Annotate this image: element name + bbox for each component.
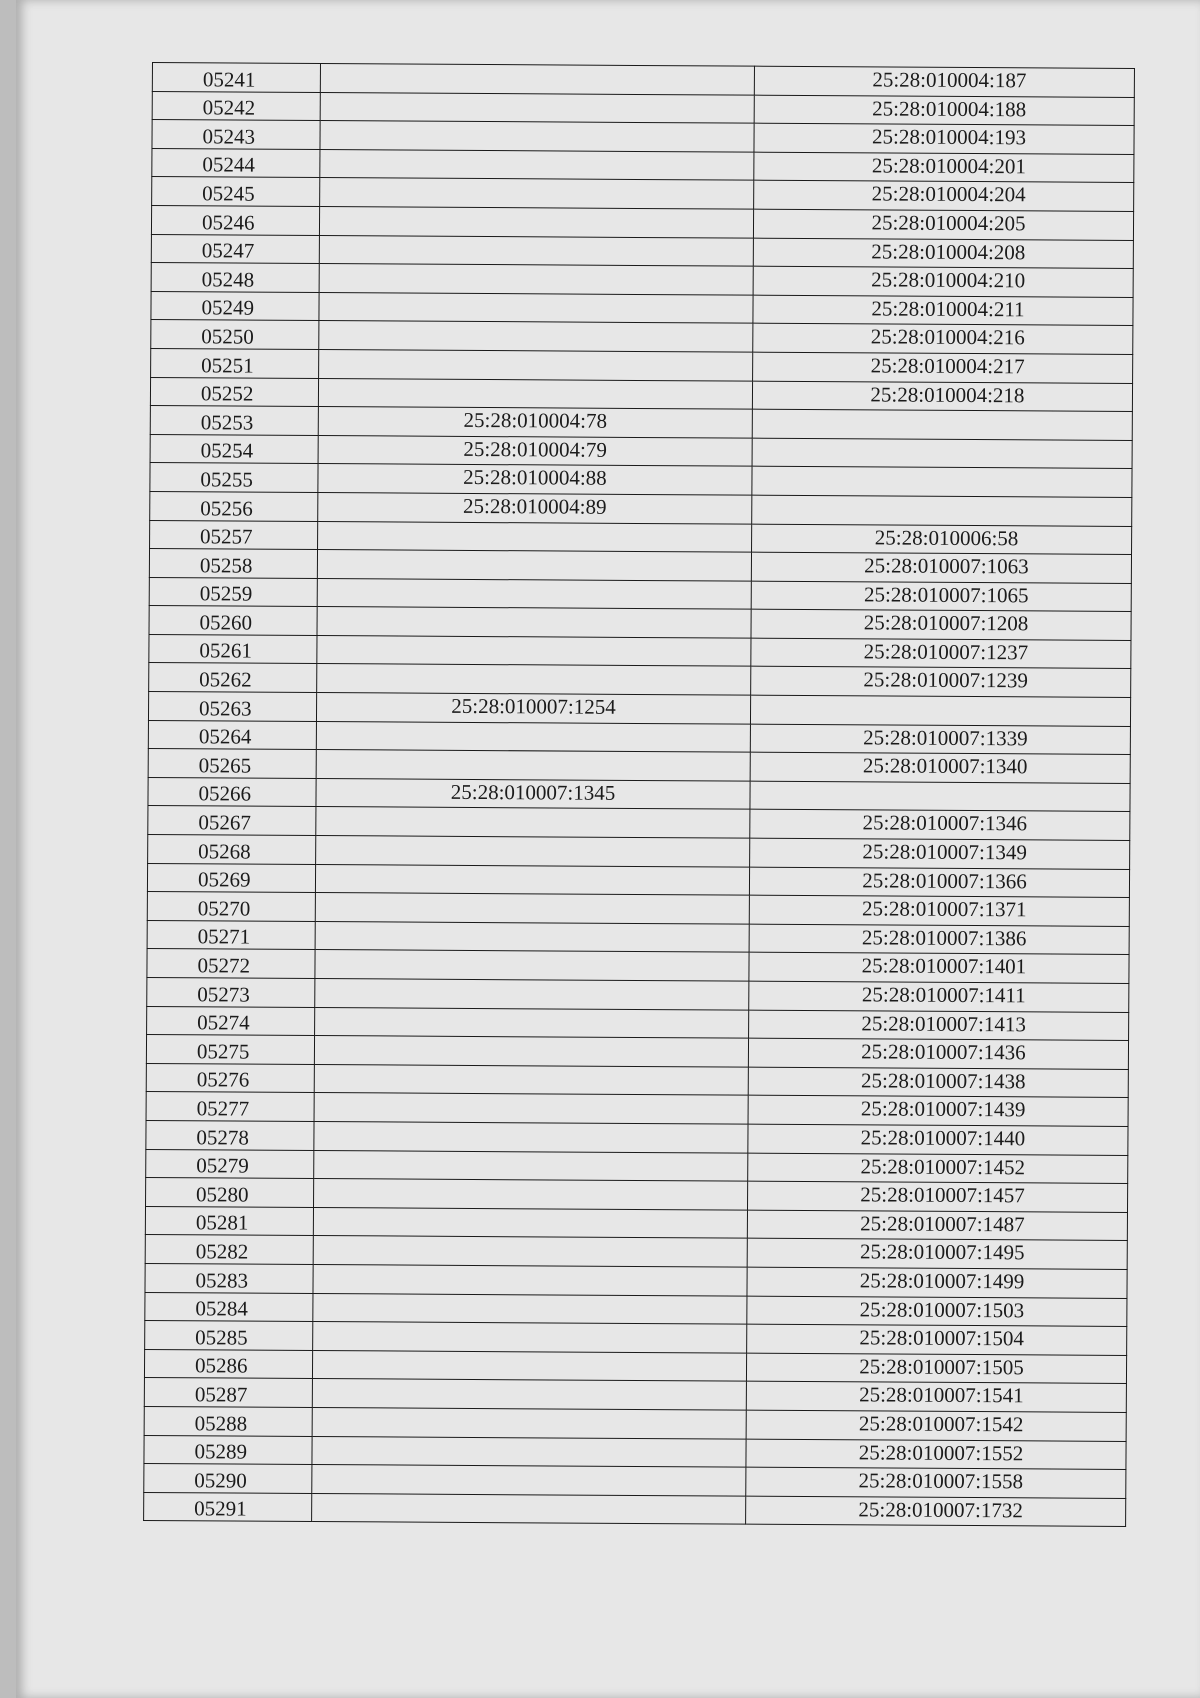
- row-number-cell: 05241: [152, 63, 320, 93]
- cadastral-number-cell-right: 25:28:010007:1503: [747, 1296, 1127, 1327]
- cadastral-number-cell-right: [750, 781, 1130, 812]
- cadastral-number-cell-middle: [320, 149, 754, 180]
- cadastral-number-cell-right: 25:28:010007:1438: [748, 1067, 1128, 1098]
- cadastral-number-cell-middle: [318, 378, 752, 409]
- cadastral-number-cell-right: 25:28:010007:1339: [750, 724, 1130, 755]
- cadastral-number-cell-middle: [319, 206, 753, 237]
- table-container: [143, 62, 1134, 1527]
- row-number-cell: 05287: [144, 1378, 312, 1408]
- row-number-cell: 05280: [146, 1178, 314, 1208]
- cadastral-number-cell-middle: [313, 1236, 747, 1267]
- row-number-cell: 05243: [152, 120, 320, 150]
- cadastral-number-cell-middle: [315, 864, 749, 895]
- cadastral-number-cell-middle: [315, 921, 749, 952]
- cadastral-number-cell-right: 25:28:010007:1558: [746, 1467, 1126, 1498]
- cadastral-number-cell-right: 25:28:010004:208: [753, 238, 1133, 269]
- cadastral-number-cell-right: 25:28:010007:1541: [746, 1381, 1126, 1412]
- cadastral-number-cell-right: 25:28:010007:1552: [746, 1439, 1126, 1470]
- cadastral-number-cell-right: 25:28:010007:1411: [749, 981, 1129, 1012]
- cadastral-number-cell-middle: [320, 64, 754, 95]
- cadastral-number-cell-middle: [313, 1293, 747, 1324]
- cadastral-number-cell-right: 25:28:010007:1386: [749, 924, 1129, 955]
- cadastral-number-cell-middle: [317, 607, 751, 638]
- cadastral-number-cell-right: 25:28:010004:210: [753, 266, 1133, 297]
- cadastral-number-cell-middle: 25:28:010004:78: [318, 407, 752, 438]
- cadastral-number-cell-right: 25:28:010007:1439: [748, 1096, 1128, 1127]
- cadastral-number-cell-right: 25:28:010007:1487: [747, 1210, 1127, 1241]
- cadastral-number-cell-right: 25:28:010007:1499: [747, 1267, 1127, 1298]
- row-number-cell: 05291: [144, 1492, 312, 1522]
- cadastral-number-cell-middle: [315, 950, 749, 981]
- row-number-cell: 05248: [151, 263, 319, 293]
- cadastral-number-cell-middle: [316, 836, 750, 867]
- cadastral-number-cell-middle: [315, 979, 749, 1010]
- row-number-cell: 05246: [151, 205, 319, 235]
- cadastral-number-cell-middle: [317, 550, 751, 581]
- table-body: [144, 63, 1135, 1527]
- cadastral-number-cell-right: 25:28:010007:1237: [751, 638, 1131, 669]
- cadastral-number-cell-right: 25:28:010007:1208: [751, 609, 1131, 640]
- cadastral-number-cell-right: 25:28:010004:204: [754, 181, 1134, 212]
- row-number-cell: 05279: [146, 1149, 314, 1179]
- row-number-cell: 05273: [147, 977, 315, 1007]
- row-number-cell: 05275: [146, 1035, 314, 1065]
- row-number-cell: 05247: [151, 234, 319, 264]
- cadastral-number-cell-right: 25:28:010004:217: [753, 352, 1133, 383]
- cadastral-number-cell-middle: [312, 1407, 746, 1438]
- cadastral-number-cell-right: 25:28:010006:58: [752, 524, 1132, 555]
- cadastral-number-cell-middle: [312, 1465, 746, 1496]
- cadastral-number-cell-right: 25:28:010007:1457: [747, 1181, 1127, 1212]
- cadastral-number-cell-middle: [316, 750, 750, 781]
- cadastral-number-cell-right: 25:28:010007:1349: [750, 838, 1130, 869]
- cadastral-number-cell-right: 25:28:010007:1732: [746, 1496, 1126, 1527]
- cadastral-number-cell-right: 25:28:010007:1401: [749, 953, 1129, 984]
- row-number-cell: 05267: [148, 806, 316, 836]
- row-number-cell: 05288: [144, 1406, 312, 1436]
- cadastral-number-cell-middle: [318, 521, 752, 552]
- row-number-cell: 05278: [146, 1120, 314, 1150]
- cadastral-number-cell-middle: [312, 1350, 746, 1381]
- row-number-cell: 05258: [149, 549, 317, 579]
- cadastral-number-cell-middle: 25:28:010007:1254: [316, 693, 750, 724]
- cadastral-number-cell-middle: [320, 121, 754, 152]
- cadastral-number-cell-middle: [314, 1179, 748, 1210]
- row-number-cell: 05244: [152, 148, 320, 178]
- cadastral-number-cell-right: 25:28:010004:193: [754, 123, 1134, 154]
- row-number-cell: 05254: [150, 434, 318, 464]
- cadastral-number-cell-middle: [319, 349, 753, 380]
- row-number-cell: 05251: [151, 348, 319, 378]
- cadastral-number-cell-middle: [313, 1322, 747, 1353]
- cadastral-number-cell-middle: [319, 235, 753, 266]
- cadastral-number-cell-right: 25:28:010007:1504: [747, 1324, 1127, 1355]
- row-number-cell: 05286: [144, 1349, 312, 1379]
- cadastral-number-cell-right: [752, 438, 1132, 469]
- cadastral-number-cell-middle: [319, 292, 753, 323]
- cadastral-number-cell-right: 25:28:010007:1340: [750, 752, 1130, 783]
- row-number-cell: 05261: [149, 634, 317, 664]
- cadastral-number-cell-right: 25:28:010007:1495: [747, 1239, 1127, 1270]
- cadastral-number-cell-middle: [317, 635, 751, 666]
- row-number-cell: 05266: [148, 777, 316, 807]
- cadastral-number-cell-right: 25:28:010007:1065: [751, 581, 1131, 612]
- document-page: [16, 0, 1200, 1698]
- row-number-cell: 05263: [148, 692, 316, 722]
- cadastral-number-cell-right: 25:28:010007:1346: [750, 810, 1130, 841]
- row-number-cell: 05242: [152, 91, 320, 121]
- cadastral-number-cell-right: 25:28:010004:187: [754, 66, 1134, 97]
- row-number-cell: 05285: [145, 1321, 313, 1351]
- cadastral-number-cell-middle: [314, 1093, 748, 1124]
- row-number-cell: 05264: [148, 720, 316, 750]
- cadastral-table: [143, 62, 1135, 1527]
- cadastral-number-cell-middle: [314, 1121, 748, 1152]
- cadastral-number-cell-middle: [317, 664, 751, 695]
- row-number-cell: 05245: [152, 177, 320, 207]
- cadastral-number-cell-right: 25:28:010004:218: [752, 381, 1132, 412]
- cadastral-number-cell-right: [752, 409, 1132, 440]
- cadastral-number-cell-middle: [314, 1036, 748, 1067]
- row-number-cell: 05271: [147, 920, 315, 950]
- cadastral-number-cell-right: 25:28:010004:201: [754, 152, 1134, 183]
- row-number-cell: 05282: [145, 1235, 313, 1265]
- cadastral-number-cell-middle: [313, 1264, 747, 1295]
- row-number-cell: 05289: [144, 1435, 312, 1465]
- cadastral-number-cell-middle: [312, 1493, 746, 1524]
- cadastral-number-cell-middle: [316, 721, 750, 752]
- cadastral-number-cell-right: 25:28:010007:1371: [749, 895, 1129, 926]
- row-number-cell: 05290: [144, 1464, 312, 1494]
- cadastral-number-cell-middle: [320, 92, 754, 123]
- cadastral-number-cell-right: 25:28:010007:1505: [746, 1353, 1126, 1384]
- cadastral-number-cell-middle: 25:28:010007:1345: [316, 778, 750, 809]
- cadastral-number-cell-right: 25:28:010007:1063: [751, 552, 1131, 583]
- cadastral-number-cell-right: 25:28:010007:1413: [749, 1010, 1129, 1041]
- row-number-cell: 05262: [149, 663, 317, 693]
- row-number-cell: 05252: [150, 377, 318, 407]
- cadastral-number-cell-right: [752, 466, 1132, 497]
- row-number-cell: 05250: [151, 320, 319, 350]
- cadastral-number-cell-middle: [314, 1064, 748, 1095]
- row-number-cell: 05253: [150, 406, 318, 436]
- row-number-cell: 05269: [147, 863, 315, 893]
- table-row: [144, 1492, 1126, 1527]
- row-number-cell: 05265: [148, 749, 316, 779]
- row-number-cell: 05257: [150, 520, 318, 550]
- cadastral-number-cell-right: 25:28:010004:211: [753, 295, 1133, 326]
- cadastral-number-cell-middle: 25:28:010004:88: [318, 464, 752, 495]
- cadastral-number-cell-middle: [312, 1379, 746, 1410]
- row-number-cell: 05284: [145, 1292, 313, 1322]
- cadastral-number-cell-right: 25:28:010007:1366: [749, 867, 1129, 898]
- cadastral-number-cell-right: 25:28:010007:1436: [748, 1038, 1128, 1069]
- row-number-cell: 05260: [149, 606, 317, 636]
- row-number-cell: 05281: [145, 1206, 313, 1236]
- cadastral-number-cell-middle: [315, 1007, 749, 1038]
- row-number-cell: 05249: [151, 291, 319, 321]
- row-number-cell: 05276: [146, 1063, 314, 1093]
- row-number-cell: 05270: [147, 892, 315, 922]
- cadastral-number-cell-middle: 25:28:010004:89: [318, 492, 752, 523]
- row-number-cell: 05283: [145, 1263, 313, 1293]
- cadastral-number-cell-middle: 25:28:010004:79: [318, 435, 752, 466]
- row-number-cell: 05255: [150, 463, 318, 493]
- cadastral-number-cell-middle: [312, 1436, 746, 1467]
- row-number-cell: 05274: [147, 1006, 315, 1036]
- cadastral-number-cell-middle: [319, 321, 753, 352]
- cadastral-number-cell-middle: [320, 178, 754, 209]
- cadastral-number-cell-middle: [313, 1207, 747, 1238]
- cadastral-number-cell-right: 25:28:010004:216: [753, 324, 1133, 355]
- cadastral-number-cell-right: 25:28:010007:1452: [748, 1153, 1128, 1184]
- cadastral-number-cell-middle: [316, 807, 750, 838]
- cadastral-number-cell-middle: [319, 264, 753, 295]
- cadastral-number-cell-middle: [315, 893, 749, 924]
- cadastral-number-cell-right: [752, 495, 1132, 526]
- cadastral-number-cell-right: 25:28:010007:1542: [746, 1410, 1126, 1441]
- row-number-cell: 05259: [149, 577, 317, 607]
- row-number-cell: 05256: [150, 491, 318, 521]
- row-number-cell: 05277: [146, 1092, 314, 1122]
- cadastral-number-cell-right: 25:28:010007:1440: [748, 1124, 1128, 1155]
- row-number-cell: 05268: [148, 835, 316, 865]
- cadastral-number-cell-right: 25:28:010004:188: [754, 95, 1134, 126]
- cadastral-number-cell-middle: [314, 1150, 748, 1181]
- cadastral-number-cell-right: [750, 695, 1130, 726]
- row-number-cell: 05272: [147, 949, 315, 979]
- cadastral-number-cell-right: 25:28:010007:1239: [751, 667, 1131, 698]
- cadastral-number-cell-right: 25:28:010004:205: [753, 209, 1133, 240]
- cadastral-number-cell-middle: [317, 578, 751, 609]
